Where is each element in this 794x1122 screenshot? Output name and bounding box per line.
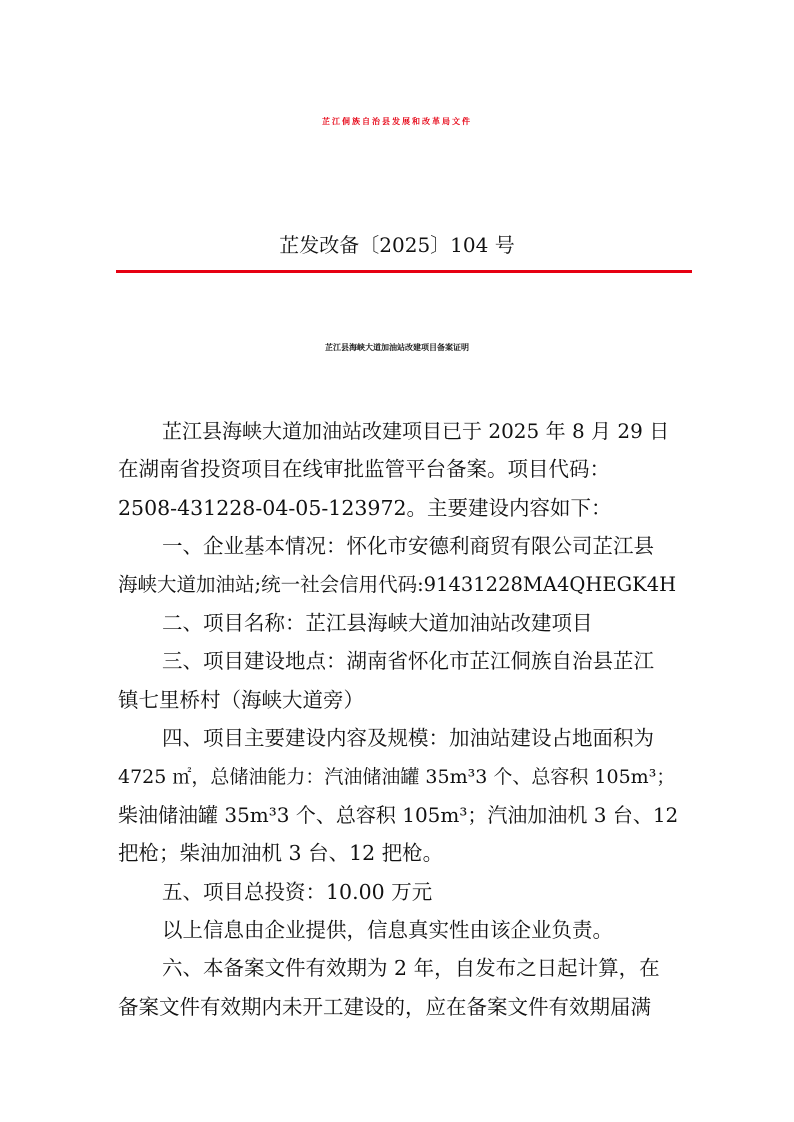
body-text-line: 镇七里桥村（海峡大道旁） [118,687,364,712]
body-text-line: 五、项目总投资：10.00 万元 [162,879,433,904]
body-text-line: 4725 ㎡，总储油能力：汽油储油罐 35m³3 个、总容积 105m³； [118,765,676,788]
body-text-line: 二、项目名称：芷江县海峡大道加油站改建项目 [162,610,593,635]
issuer-header-title: 芷江侗族自治县发展和改革局文件 [322,117,472,126]
body-text-line: 一、企业基本情况：怀化市安德利商贸有限公司芷江县 [162,534,654,559]
body-text-line: 芷江县海峡大道加油站改建项目已于 2025 年 8 月 29 日 [162,419,670,443]
body-text-line: 海峡大道加油站;统一社会信用代码:91431228MA4QHEGK4H [118,572,677,596]
red-divider-line [116,270,692,273]
body-text-line: 备案文件有效期内未开工建设的，应在备案文件有效期届满 [118,994,651,1019]
body-text-line: 四、项目主要建设内容及规模：加油站建设占地面积为 [162,726,654,751]
document-body [118,412,680,1026]
body-text-line: 六、本备案文件有效期为 2 年，自发布之日起计算，在 [162,956,660,981]
body-text-line: 三、项目建设地点：湖南省怀化市芷江侗族自治县芷江 [162,649,654,674]
body-text-line: 把枪；柴油加油机 3 台、12 把枪。 [118,841,444,866]
document-title: 芷江县海峡大道加油站改建项目备案证明 [325,343,469,352]
body-text-line: 2508-431228-04-05-123972。主要建设内容如下： [118,495,612,520]
body-text-line: 在湖南省投资项目在线审批监管平台备案。项目代码： [118,457,610,482]
body-text-line: 以上信息由企业提供，信息真实性由该企业负责。 [162,918,613,943]
document-number: 芷发改备〔2025〕104 号 [279,233,515,257]
body-text-line: 柴油储油罐 35m³3 个、总容积 105m³；汽油加油机 3 台、12 [118,802,679,827]
